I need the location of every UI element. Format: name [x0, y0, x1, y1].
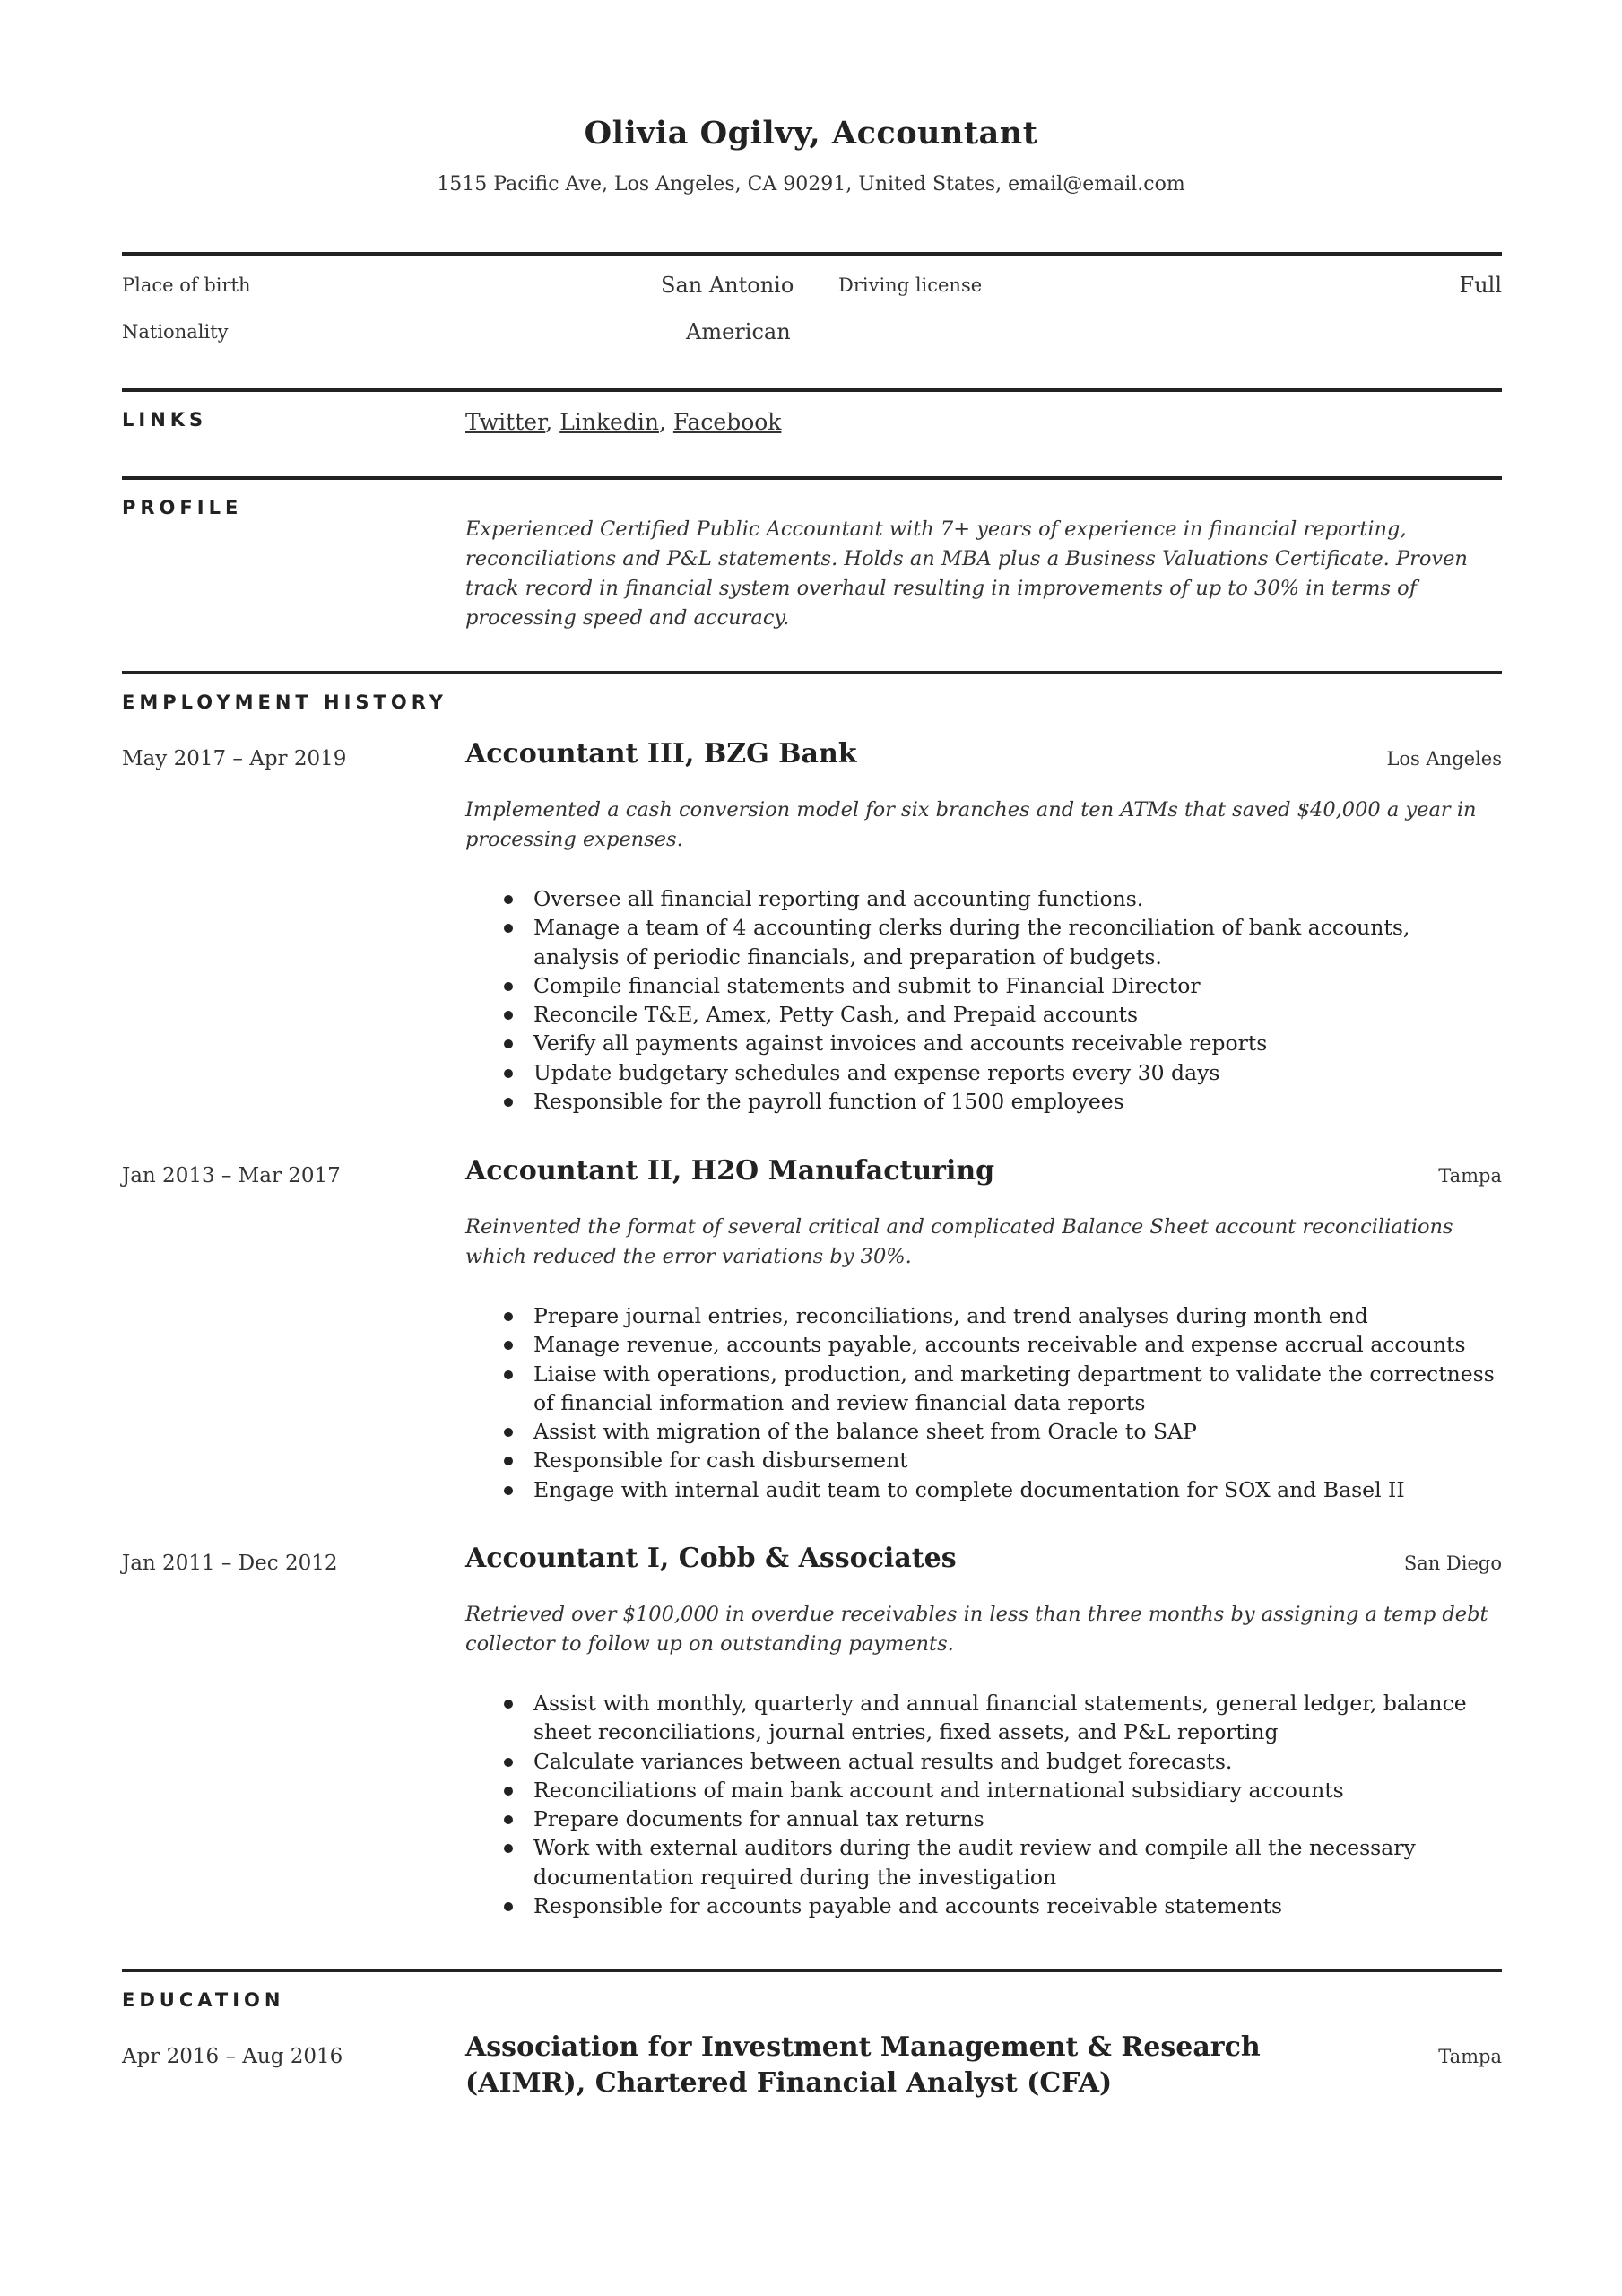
- job-dates: Jan 2011 – Dec 2012: [122, 1552, 338, 1575]
- responsibility-item: Oversee all financial reporting and accounting functions.: [533, 884, 1502, 913]
- job-responsibilities: [465, 884, 1502, 1116]
- job-responsibilities: [465, 1689, 1502, 1920]
- responsibility-item: Manage revenue, accounts payable, accounts receivable and expense accrual accounts: [533, 1330, 1502, 1359]
- twitter-link[interactable]: Twitter: [465, 409, 546, 435]
- links-section-title: LINKS: [122, 409, 208, 430]
- job-summary: Implemented a cash conversion model for six branches and ten ATMs that saved $40,000 a year in processing expenses.: [465, 798, 1477, 851]
- responsibility-item: Prepare documents for annual tax returns: [533, 1805, 1502, 1833]
- education-title: Association for Investment Management & Research (AIMR), Chartered Financial Analyst (CFA): [465, 2031, 1261, 2099]
- link-separator: ,: [545, 409, 560, 435]
- place-of-birth-label: Place of birth: [122, 274, 251, 296]
- responsibility-item: Work with external auditors during the audit review and compile all the necessary documentation required during the investigation: [533, 1833, 1502, 1892]
- job-summary: Reinvented the format of several critical and complicated Balance Sheet account reconciliations which reduced the error variations by 30%.: [465, 1215, 1453, 1268]
- responsibility-item: Responsible for accounts payable and accounts receivable statements: [533, 1892, 1502, 1920]
- responsibility-item: Update budgetary schedules and expense reports every 30 days: [533, 1058, 1502, 1087]
- driving-license-label: Driving license: [838, 274, 983, 296]
- contact-address: 1515 Pacific Ave, Los Angeles, CA 90291, United States, email@email.com: [437, 173, 1185, 196]
- responsibility-item: Responsible for the payroll function of 1500 employees: [533, 1087, 1502, 1116]
- nationality-label: Nationality: [122, 321, 229, 343]
- responsibility-item: Assist with monthly, quarterly and annual financial statements, general ledger, balance sheet reconciliations, journal entries, fixed assets, and P&L reporting: [533, 1689, 1502, 1747]
- nationality-value: American: [686, 319, 791, 344]
- job-title: Accountant I, Cobb & Associates: [465, 1543, 957, 1574]
- job-city: Tampa: [1438, 1165, 1502, 1187]
- job-dates: May 2017 – Apr 2019: [122, 747, 347, 770]
- job-responsibilities: [465, 1301, 1502, 1504]
- profile-section-title: PROFILE: [122, 497, 243, 518]
- linkedin-link[interactable]: Linkedin: [559, 409, 659, 435]
- job-city: San Diego: [1403, 1552, 1502, 1574]
- responsibility-item: Engage with internal audit team to complete documentation for SOX and Basel II: [533, 1475, 1502, 1504]
- divider-links: [122, 388, 1502, 392]
- candidate-name: Olivia Ogilvy, Accountant: [584, 115, 1038, 152]
- profile-summary: Experienced Certified Public Accountant with 7+ years of experience in financial reporting, reconciliations and P&L statements. Holds an MBA plus a Business Valuations Certificate. Proven track record in financial system overhaul resulting in improvements of up to 30% in terms of processing speed and accuracy.: [465, 517, 1468, 630]
- responsibility-item: Manage a team of 4 accounting clerks during the reconciliation of bank accounts, analysis of periodic financials, and preparation of budgets.: [533, 913, 1502, 971]
- job-title: Accountant II, H2O Manufacturing: [465, 1155, 995, 1187]
- driving-license-value: Full: [1459, 273, 1502, 298]
- employment-section-title: EMPLOYMENT HISTORY: [122, 691, 447, 713]
- job-dates: Jan 2013 – Mar 2017: [122, 1164, 341, 1187]
- education-city: Tampa: [1438, 2046, 1502, 2067]
- job-city: Los Angeles: [1386, 748, 1502, 770]
- responsibility-item: Responsible for cash disbursement: [533, 1446, 1502, 1474]
- place-of-birth-value: San Antonio: [661, 273, 794, 298]
- responsibility-item: Reconciliations of main bank account and international subsidiary accounts: [533, 1776, 1502, 1805]
- job-title: Accountant III, BZG Bank: [465, 738, 857, 770]
- education-section-title: EDUCATION: [122, 1989, 285, 2011]
- responsibility-item: Compile financial statements and submit to Financial Director: [533, 971, 1502, 1000]
- responsibility-item: Liaise with operations, production, and marketing department to validate the correctness of financial information and review financial data reports: [533, 1360, 1502, 1418]
- divider-employment: [122, 671, 1502, 674]
- facebook-link[interactable]: Facebook: [672, 409, 782, 435]
- divider-education: [122, 1969, 1502, 1972]
- responsibility-item: Verify all payments against invoices and accounts receivable reports: [533, 1029, 1502, 1057]
- resume-header: [0, 115, 1622, 196]
- responsibility-item: Calculate variances between actual results and budget forecasts.: [533, 1747, 1502, 1776]
- job-summary: Retrieved over $100,000 in overdue receivables in less than three months by assigning a temp debt collector to follow up on outstanding payments.: [465, 1603, 1488, 1656]
- divider-details: [122, 252, 1502, 256]
- responsibility-item: Reconcile T&E, Amex, Petty Cash, and Prepaid accounts: [533, 1000, 1502, 1029]
- link-separator: ,: [658, 409, 673, 435]
- social-links: [465, 409, 781, 435]
- divider-profile: [122, 476, 1502, 480]
- responsibility-item: Assist with migration of the balance sheet from Oracle to SAP: [533, 1417, 1502, 1446]
- education-dates: Apr 2016 – Aug 2016: [122, 2045, 343, 2068]
- responsibility-item: Prepare journal entries, reconciliations, and trend analyses during month end: [533, 1301, 1502, 1330]
